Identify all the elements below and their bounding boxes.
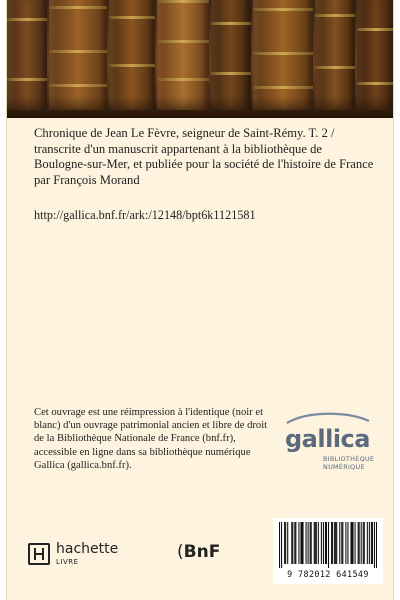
- barcode-bar: [315, 522, 316, 564]
- barcode-bar: [308, 522, 309, 564]
- barcode-bar: [314, 522, 315, 564]
- bnf-bracket-icon: (: [177, 542, 184, 562]
- barcode-bar: [310, 522, 311, 564]
- barcode-bar: [363, 522, 364, 564]
- barcode-bar: [339, 522, 340, 564]
- hachette-wordmark: hachette: [56, 541, 119, 557]
- hachette-livre-label: LIVRE: [56, 558, 79, 566]
- barcode-bar: [353, 522, 354, 564]
- gallica-logo: [277, 409, 377, 471]
- barcode-bar: [341, 522, 342, 564]
- hachette-livre-logo: [28, 541, 148, 569]
- barcode-bar: [361, 522, 362, 564]
- book-title: Chronique de Jean Le Fèvre, seigneur de Saint-Rémy. T. 2 / transcrite d'un manuscrit appartenant à la bibliothèque de Boulogne-sur-Mer, et publiée pour la société de l'histoire de France par François Morand: [34, 126, 374, 187]
- barcode-bar: [334, 522, 335, 564]
- barcode-bar: [355, 522, 356, 564]
- barcode-bar: [318, 522, 319, 564]
- barcode-bar: [316, 522, 317, 564]
- gallica-wordmark: gallica: [285, 425, 370, 453]
- barcode-bar: [350, 522, 351, 564]
- barcode-bar: [284, 522, 285, 564]
- barcode-bar: [345, 522, 346, 564]
- isbn-barcode: [273, 518, 383, 584]
- barcode-bar: [336, 522, 337, 564]
- barcode-bar: [328, 522, 329, 568]
- barcode-bar: [287, 522, 288, 564]
- barcode-bar: [371, 522, 372, 564]
- barcode-bar: [374, 522, 375, 568]
- barcode-bar: [331, 522, 332, 564]
- barcode-bar: [369, 522, 370, 564]
- barcode-bar: [302, 522, 303, 564]
- barcode-bar: [285, 522, 286, 564]
- gallica-sub-line-1: BIBLIOTHÈQUE: [323, 455, 375, 463]
- barcode-bar: [323, 522, 324, 564]
- barcode-bar: [372, 522, 373, 564]
- barcode-bar: [376, 522, 377, 568]
- barcode-bar: [294, 522, 295, 564]
- bnf-wordmark: BnF: [183, 542, 221, 562]
- barcode-bar: [325, 522, 326, 564]
- barcode-bar: [306, 522, 307, 564]
- barcode-bar: [279, 522, 280, 568]
- book-back-cover: [6, 0, 394, 600]
- gallica-sub-line-2: NUMÉRIQUE: [323, 463, 365, 471]
- hachette-h-icon: [28, 543, 50, 565]
- barcode-bar: [300, 522, 301, 564]
- barcode-bar: [295, 522, 296, 564]
- barcode-bar: [321, 522, 322, 564]
- barcode-bar: [347, 522, 348, 564]
- barcode-bar: [335, 522, 336, 564]
- barcode-bar: [292, 522, 293, 564]
- barcode-bars: [279, 522, 377, 568]
- barcode-bar: [351, 522, 352, 564]
- bnf-logo: [177, 542, 220, 562]
- isbn-number: 9 782012 641549: [287, 569, 369, 579]
- barcode-bar: [311, 522, 312, 564]
- barcode-bar: [367, 522, 368, 564]
- barcode-bar: [326, 522, 327, 564]
- reprint-notice: Cet ouvrage est une réimpression à l'identique (noir et blanc) d'un ouvrage patrimonial ancien et libre de droit de la Bibliothèque Nationale de France (bnf.fr), accessible en ligne dans sa bibliothèque numérique Gallica (gallica.bnf.fr).: [34, 407, 268, 471]
- barcode-bar: [358, 522, 359, 564]
- barcode-bar: [301, 522, 302, 564]
- barcode-bar: [281, 522, 282, 568]
- barcode-bar: [291, 522, 292, 564]
- gallica-url[interactable]: http://gallica.bnf.fr/ark:/12148/bpt6k1121581: [34, 208, 256, 222]
- barcode-bar: [298, 522, 299, 564]
- bookshelf-banner-image: [7, 0, 394, 118]
- barcode-bar: [359, 522, 360, 564]
- barcode-bar: [342, 522, 343, 564]
- barcode-bar: [364, 522, 365, 564]
- barcode-bar: [332, 522, 333, 564]
